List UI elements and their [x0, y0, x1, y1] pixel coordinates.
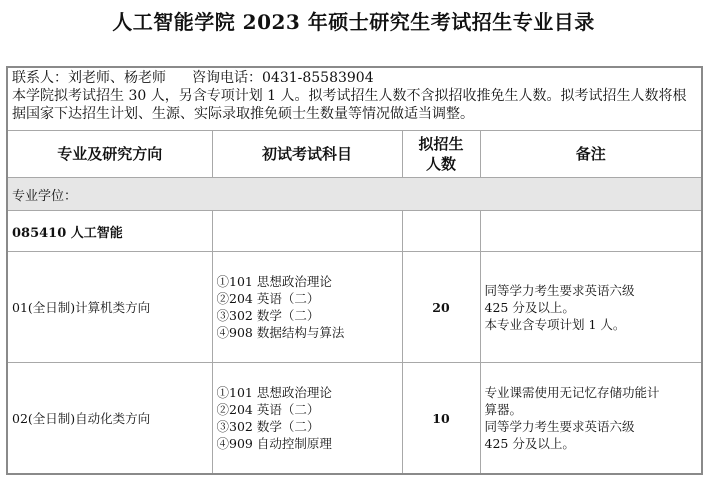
direction-remarks — [480, 363, 702, 475]
header-major: 专业及研究方向 — [7, 131, 212, 178]
section-label: 专业学位： — [7, 178, 702, 211]
major-empty-subjects — [212, 211, 402, 252]
direction-name: 01(全日制)计算机类方向 — [7, 252, 212, 363]
subject-item: ②204 英语（二） — [216, 291, 320, 306]
page-title: 人工智能学院 2023 年硕士研究生考试招生专业目录 — [112, 10, 595, 34]
direction-remarks — [480, 252, 702, 363]
contact-person: 联系人：刘老师、杨老师 — [12, 70, 166, 86]
remark-line: 算器。 — [484, 402, 523, 417]
major-empty-remarks — [480, 211, 702, 252]
contact-phone: 咨询电话：0431-85583904 — [192, 70, 374, 86]
subject-item: ④909 自动控制原理 — [216, 436, 332, 451]
subject-item: ①101 思想政治理论 — [216, 385, 332, 400]
contact-cell — [7, 67, 702, 131]
subject-item: ④908 数据结构与算法 — [216, 325, 345, 340]
header-quota — [402, 131, 480, 178]
major-empty-quota — [402, 211, 480, 252]
direction-subjects — [212, 252, 402, 363]
subject-item: ③302 数学（二） — [216, 308, 320, 323]
remark-line: 425 分及以上。 — [484, 299, 575, 315]
major-code-name: 085410 人工智能 — [7, 211, 212, 252]
remark-line: 同等学力考生要求英语六级 — [484, 419, 635, 434]
direction-quota: 10 — [402, 363, 480, 475]
enrollment-note: 本学院拟考试招生 30 人，另含专项计划 1 人。拟考试招生人数不含拟招收推免生人数。拟考试招生人数将根据国家下达招生计划、生源、实际录取推免硕士生数量等情况做适当调整。 — [12, 88, 687, 122]
direction-name: 02(全日制)自动化类方向 — [7, 363, 212, 475]
remark-line: 同等学力考生要求英语六级 — [484, 282, 635, 298]
direction-row-02 — [7, 363, 702, 475]
section-row — [7, 178, 702, 211]
direction-subjects — [212, 363, 402, 475]
direction-row-01 — [7, 252, 702, 363]
subject-item: ③302 数学（二） — [216, 419, 320, 434]
header-quota-text: 拟招生 人数 — [418, 135, 464, 173]
subject-item: ①101 思想政治理论 — [216, 274, 332, 289]
remark-line: 425 分及以上。 — [484, 436, 575, 451]
remark-line: 专业课需使用无记忆存储功能计 — [484, 385, 660, 400]
major-row — [7, 211, 702, 252]
subject-item: ②204 英语（二） — [216, 402, 320, 417]
header-remarks: 备注 — [480, 131, 702, 178]
header-subjects: 初试考试科目 — [212, 131, 402, 178]
remark-line: 本专业含专项计划 1 人。 — [484, 316, 626, 332]
program-catalog-table — [6, 66, 703, 475]
direction-quota: 20 — [402, 252, 480, 363]
contact-row — [7, 67, 702, 131]
table-header-row — [7, 131, 702, 178]
